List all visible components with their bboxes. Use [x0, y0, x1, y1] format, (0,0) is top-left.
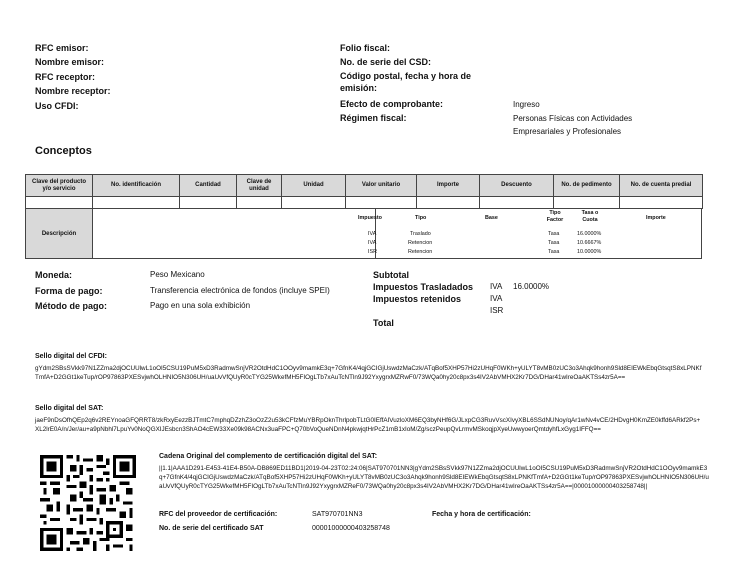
regimen-value-1: Personas Físicas con Actividades [513, 114, 633, 123]
regimen-label: Régimen fiscal: [340, 113, 407, 123]
col-no-pedimento: No. de pedimento [554, 175, 620, 197]
fecha-certificacion-label: Fecha y hora de certificación: [432, 511, 531, 518]
tax-header-tipo: Tipo [415, 215, 427, 221]
col-clave-unidad: Clave de unidad [237, 175, 282, 197]
isr-retenido: ISR [490, 306, 504, 315]
folio-fiscal-label: Folio fiscal: [340, 43, 391, 53]
col-valor-unitario: Valor unitario [346, 175, 417, 197]
sello-sat-value: jaeF9nDsOfhQEp2q6v2REYnoaGFQRRT8/zkRxyEezzBJTmtC7mphqDZzhZ3oOzZ2u53kCFfzMuYBRpOknThrlpobTLtG0IEffAIVuzloXM6EQ3byNHf6G/JLxpCG3RuvVscXIvyXBL6SSdNUNoy/qAr1wNv4vCE/2HDvgH0KmZE0kffd6ARkf2Ps+XL2lrE0A/n/Jer/au+a9pNbhl7LpuYv0NoQGXIJEsbcn3ShAO4cEW33Xe09k98ACNx3uaFPC+Q70bVoQueNDnN4pkwjqtHrPcZ1mB1xIoM/Zg/sczPeupQvLrmvMSkoqjpXyeUwwyoerQmtdyhfLxGyg1IFFQ== [35, 417, 701, 433]
concepts-table [25, 174, 703, 209]
col-unidad: Unidad [282, 175, 346, 197]
qr-code-image [40, 455, 136, 551]
concepts-data-row [26, 197, 703, 209]
col-no-identificacion: No. identificación [93, 175, 180, 197]
tax-row-2-factor: Tasa [548, 240, 560, 246]
col-descuento: Descuento [480, 175, 554, 197]
impuestos-retenidos-label: Impuestos retenidos [373, 294, 462, 304]
tax-row-1-impuesto: IVA [368, 231, 377, 237]
tax-row-1-factor: Tasa [548, 231, 560, 237]
nombre-receptor-label: Nombre receptor: [35, 86, 111, 96]
impuestos-trasladados-label: Impuestos Trasladados [373, 282, 474, 292]
sello-sat-label: Sello digital del SAT: [35, 405, 104, 412]
iva-trasladado: IVA [490, 282, 503, 291]
cp-fecha-label-2: emisión: [340, 83, 378, 93]
sello-cfdi-label: Sello digital del CFDI: [35, 353, 107, 360]
serie-certificado-value: 00001000000403258748 [312, 525, 390, 532]
col-importe: Importe [417, 175, 480, 197]
tax-header-impuesto: Impuesto [358, 215, 382, 221]
metodo-pago-value: Pago en una sola exhibición [150, 301, 251, 310]
tax-row-3-factor: Tasa [548, 249, 560, 255]
tax-header-tipo-factor: Tipo Factor [546, 210, 564, 223]
description-content [93, 209, 376, 258]
tax-row-2-impuesto: IVA [368, 240, 377, 246]
tax-row-2-tipo: Retencion [408, 240, 433, 246]
description-label: Descripción [26, 209, 93, 258]
tax-row-1-tipo: Traslado [410, 231, 431, 237]
uso-cfdi-label: Uso CFDI: [35, 101, 79, 111]
concepts-header-row [26, 175, 703, 197]
nombre-emisor-label: Nombre emisor: [35, 57, 105, 67]
efecto-value: Ingreso [513, 100, 540, 109]
moneda-value: Peso Mexicano [150, 270, 205, 279]
metodo-pago-label: Método de pago: [35, 301, 107, 311]
tax-row-3-impuesto: ISR [368, 249, 377, 255]
sello-cfdi-value: gYdm2SBsSVkk97N1ZZma2djOCUUlwL1oOI5CSU19PuM5xD3RadmwSnjVR2OtdHdC1OOyv9mamkE3q+7GfnK4/4qjGCIGjUswdzMaCzk/ATqBof5XHP57Hi2zUHqF0WKh+yULYT8vMB0zUC3o3Ahqk9honh9Sld8EIEWkEbqGtsqtS8xLPNKfTmfA+D2GGt1keTup/rOP97863PXESvjwhOLHNIO5N306UH/uaUvVfQUyR0cTYG25WkefMH5FIOgLTb7xAuTcNTln9J92YxygrxMZRwF0/73WQa0hy20c8px3s4IV2AbVMHX2Kr7DG/DHar41wIreOaAKTSs4zr5A== [35, 365, 702, 381]
serie-csd-label: No. de serie del CSD: [340, 57, 432, 67]
tax-row-3-tipo: Retencion [408, 249, 433, 255]
tax-row-2-tasa: 10.6667% [577, 240, 602, 246]
forma-pago-value: Transferencia electrónica de fondos (incluye SPEI) [150, 286, 330, 295]
subtotal-label: Subtotal [373, 270, 409, 280]
tax-header-base: Base [485, 215, 498, 221]
forma-pago-label: Forma de pago: [35, 286, 103, 296]
rfc-proveedor-label: RFC del proveedor de certificación: [159, 511, 278, 518]
cadena-original-label: Cadena Original del complemento de certificación digital del SAT: [159, 453, 378, 460]
tax-row-1-tasa: 16.0000% [577, 231, 602, 237]
tax-row-3-tasa: 10.0000% [577, 249, 602, 255]
serie-certificado-label: No. de serie del certificado SAT [159, 525, 264, 532]
col-clave-producto: Clave del producto y/o servicio [26, 175, 93, 197]
col-cuenta-predial: No. de cuenta predial [620, 175, 703, 197]
cadena-original-value: ||1.1|AAA1D291-E453-41E4-B50A-DB869ED11BD1|2019-04-23T02:24:06|SAT970701NN3|gYdm2SBsSVkk97N1ZZma2djOCUUlwL1oOI5CSU19PuM5xD3RadmwSnjVR2OtdHdC1OOyv9mamkE3q+7GfnK4/4qjGCIGjUswdzMaCzk/ATqBof5XHP57Hi2zUHqF0WKh+yULYT8vMB0zUC3o3Ahqk9honh9Sld8EIEWkEbqGtsqtS8xLPNKfTmfA+D2GGt1keTup/rOP97863PXESvjwhOLHNIO5N306UH/uaUvVfQUyR0cTYG25WkefMH5FIOgLTb7xAuTcNTln9J92YxygrxMZReF0/73WQa0hy20c8px3s4IV2AbVMHX2Kr7DG/DHar41wIreOaAKTSs4zr5A==|00001000000403258748|| [159, 465, 709, 490]
tax-header-importe: Importe [646, 215, 666, 221]
rfc-proveedor-value: SAT970701NN3 [312, 511, 363, 518]
total-label: Total [373, 318, 394, 328]
rfc-receptor-label: RFC receptor: [35, 72, 96, 82]
rfc-emisor-label: RFC emisor: [35, 43, 89, 53]
tax-header-tasa: Tasa o Cuota [581, 210, 599, 223]
efecto-label: Efecto de comprobante: [340, 99, 444, 109]
moneda-label: Moneda: [35, 270, 72, 280]
iva-retenido: IVA [490, 294, 503, 303]
cp-fecha-label-1: Código postal, fecha y hora de [340, 71, 472, 81]
iva-trasladado-rate: 16.0000% [513, 282, 550, 291]
conceptos-title: Conceptos [35, 145, 92, 157]
regimen-value-2: Empresariales y Profesionales [513, 127, 622, 136]
col-cantidad: Cantidad [180, 175, 237, 197]
